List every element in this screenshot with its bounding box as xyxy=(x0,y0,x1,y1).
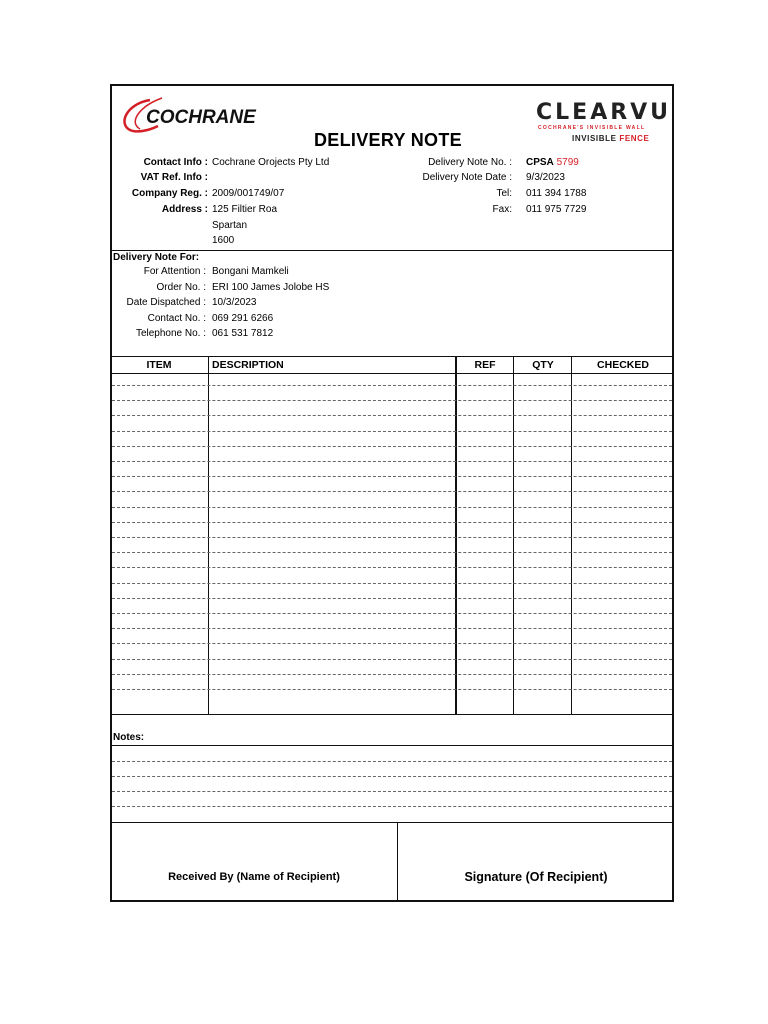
telephone-label: Telephone No. : xyxy=(135,328,206,339)
table-row xyxy=(112,461,672,462)
company-reg-value: 2009/001749/07 xyxy=(212,188,285,199)
signature-label: Signature (Of Recipient) xyxy=(464,870,608,884)
clearvu-logo xyxy=(530,100,670,146)
address-line-3: 1600 xyxy=(212,235,235,246)
note-number-value: CPSA 5799 xyxy=(526,157,579,168)
address-line-2: Spartan xyxy=(212,220,248,231)
fax-value: 011 975 7729 xyxy=(526,204,587,215)
table-row xyxy=(112,431,672,432)
table-row xyxy=(112,522,672,523)
address-line-1: 125 Filtier Roa xyxy=(212,204,278,215)
column-header-ref: REF xyxy=(474,359,496,371)
order-value: ERI 100 James Jolobe HS xyxy=(212,282,330,293)
received-by-label: Received By (Name of Recipient) xyxy=(168,871,340,883)
column-divider xyxy=(571,356,572,715)
column-header-description: DESCRIPTION xyxy=(212,359,284,371)
column-divider xyxy=(455,356,457,715)
page-title: DELIVERY NOTE xyxy=(314,130,462,150)
table-row xyxy=(112,552,672,553)
recipient-heading: Delivery Note For: xyxy=(113,252,200,263)
attention-value: Bongani Mamkeli xyxy=(212,266,289,277)
column-divider xyxy=(513,356,514,715)
table-row xyxy=(112,491,672,492)
clearvu-tagline: COCHRANE'S INVISIBLE WALL xyxy=(538,125,646,131)
table-row xyxy=(112,628,672,629)
dispatched-label: Date Dispatched : xyxy=(126,297,206,308)
note-number-label: Delivery Note No. : xyxy=(428,157,512,168)
clearvu-brand: CLEARVU xyxy=(536,100,672,125)
fax-label: Fax: xyxy=(492,204,512,215)
notes-label: Notes: xyxy=(113,732,145,743)
company-reg-label: Company Reg. : xyxy=(131,188,208,199)
column-header-qty: QTY xyxy=(532,359,554,371)
notes-line xyxy=(112,761,672,762)
svg-text:COCHRANE: COCHRANE xyxy=(146,107,256,128)
table-row xyxy=(112,598,672,599)
signature-divider xyxy=(110,822,674,823)
note-date-value: 9/3/2023 xyxy=(526,172,565,183)
table-row xyxy=(112,613,672,614)
table-row xyxy=(112,689,672,690)
signature-split xyxy=(397,822,398,902)
attention-label: For Attention : xyxy=(143,266,206,277)
table-row xyxy=(112,537,672,538)
divider xyxy=(110,250,674,251)
clearvu-subline: INVISIBLE FENCE xyxy=(572,134,650,143)
table-row xyxy=(112,583,672,584)
vat-label: VAT Ref. Info : xyxy=(140,172,208,183)
address-label: Address : xyxy=(161,204,208,215)
dispatched-value: 10/3/2023 xyxy=(212,297,257,308)
notes-line xyxy=(112,776,672,777)
notes-line xyxy=(112,791,672,792)
table-row xyxy=(112,507,672,508)
notes-line xyxy=(112,806,672,807)
table-row xyxy=(112,659,672,660)
order-label: Order No. : xyxy=(156,282,206,293)
table-row xyxy=(112,415,672,416)
table-row xyxy=(112,400,672,401)
table-row xyxy=(112,476,672,477)
contact-value: 069 291 6266 xyxy=(212,313,274,324)
contact-info-label: Contact Info : xyxy=(143,157,208,168)
contact-info-value: Cochrane Orojects Pty Ltd xyxy=(212,157,330,168)
cochrane-logo xyxy=(118,96,268,136)
tel-value: 011 394 1788 xyxy=(526,188,587,199)
tel-label: Tel: xyxy=(496,188,512,199)
note-date-label: Delivery Note Date : xyxy=(422,172,512,183)
telephone-value: 061 531 7812 xyxy=(212,328,274,339)
table-row xyxy=(112,446,672,447)
table-header-border xyxy=(110,373,674,374)
column-header-item: ITEM xyxy=(146,359,172,371)
table-row xyxy=(112,674,672,675)
contact-label: Contact No. : xyxy=(147,313,206,324)
column-divider xyxy=(208,356,209,715)
table-row xyxy=(112,643,672,644)
table-row xyxy=(112,567,672,568)
table-row xyxy=(112,385,672,386)
notes-divider xyxy=(110,745,674,746)
table-bottom-border xyxy=(110,714,674,715)
column-header-checked: CHECKED xyxy=(597,359,649,371)
table-top-border xyxy=(110,356,674,357)
